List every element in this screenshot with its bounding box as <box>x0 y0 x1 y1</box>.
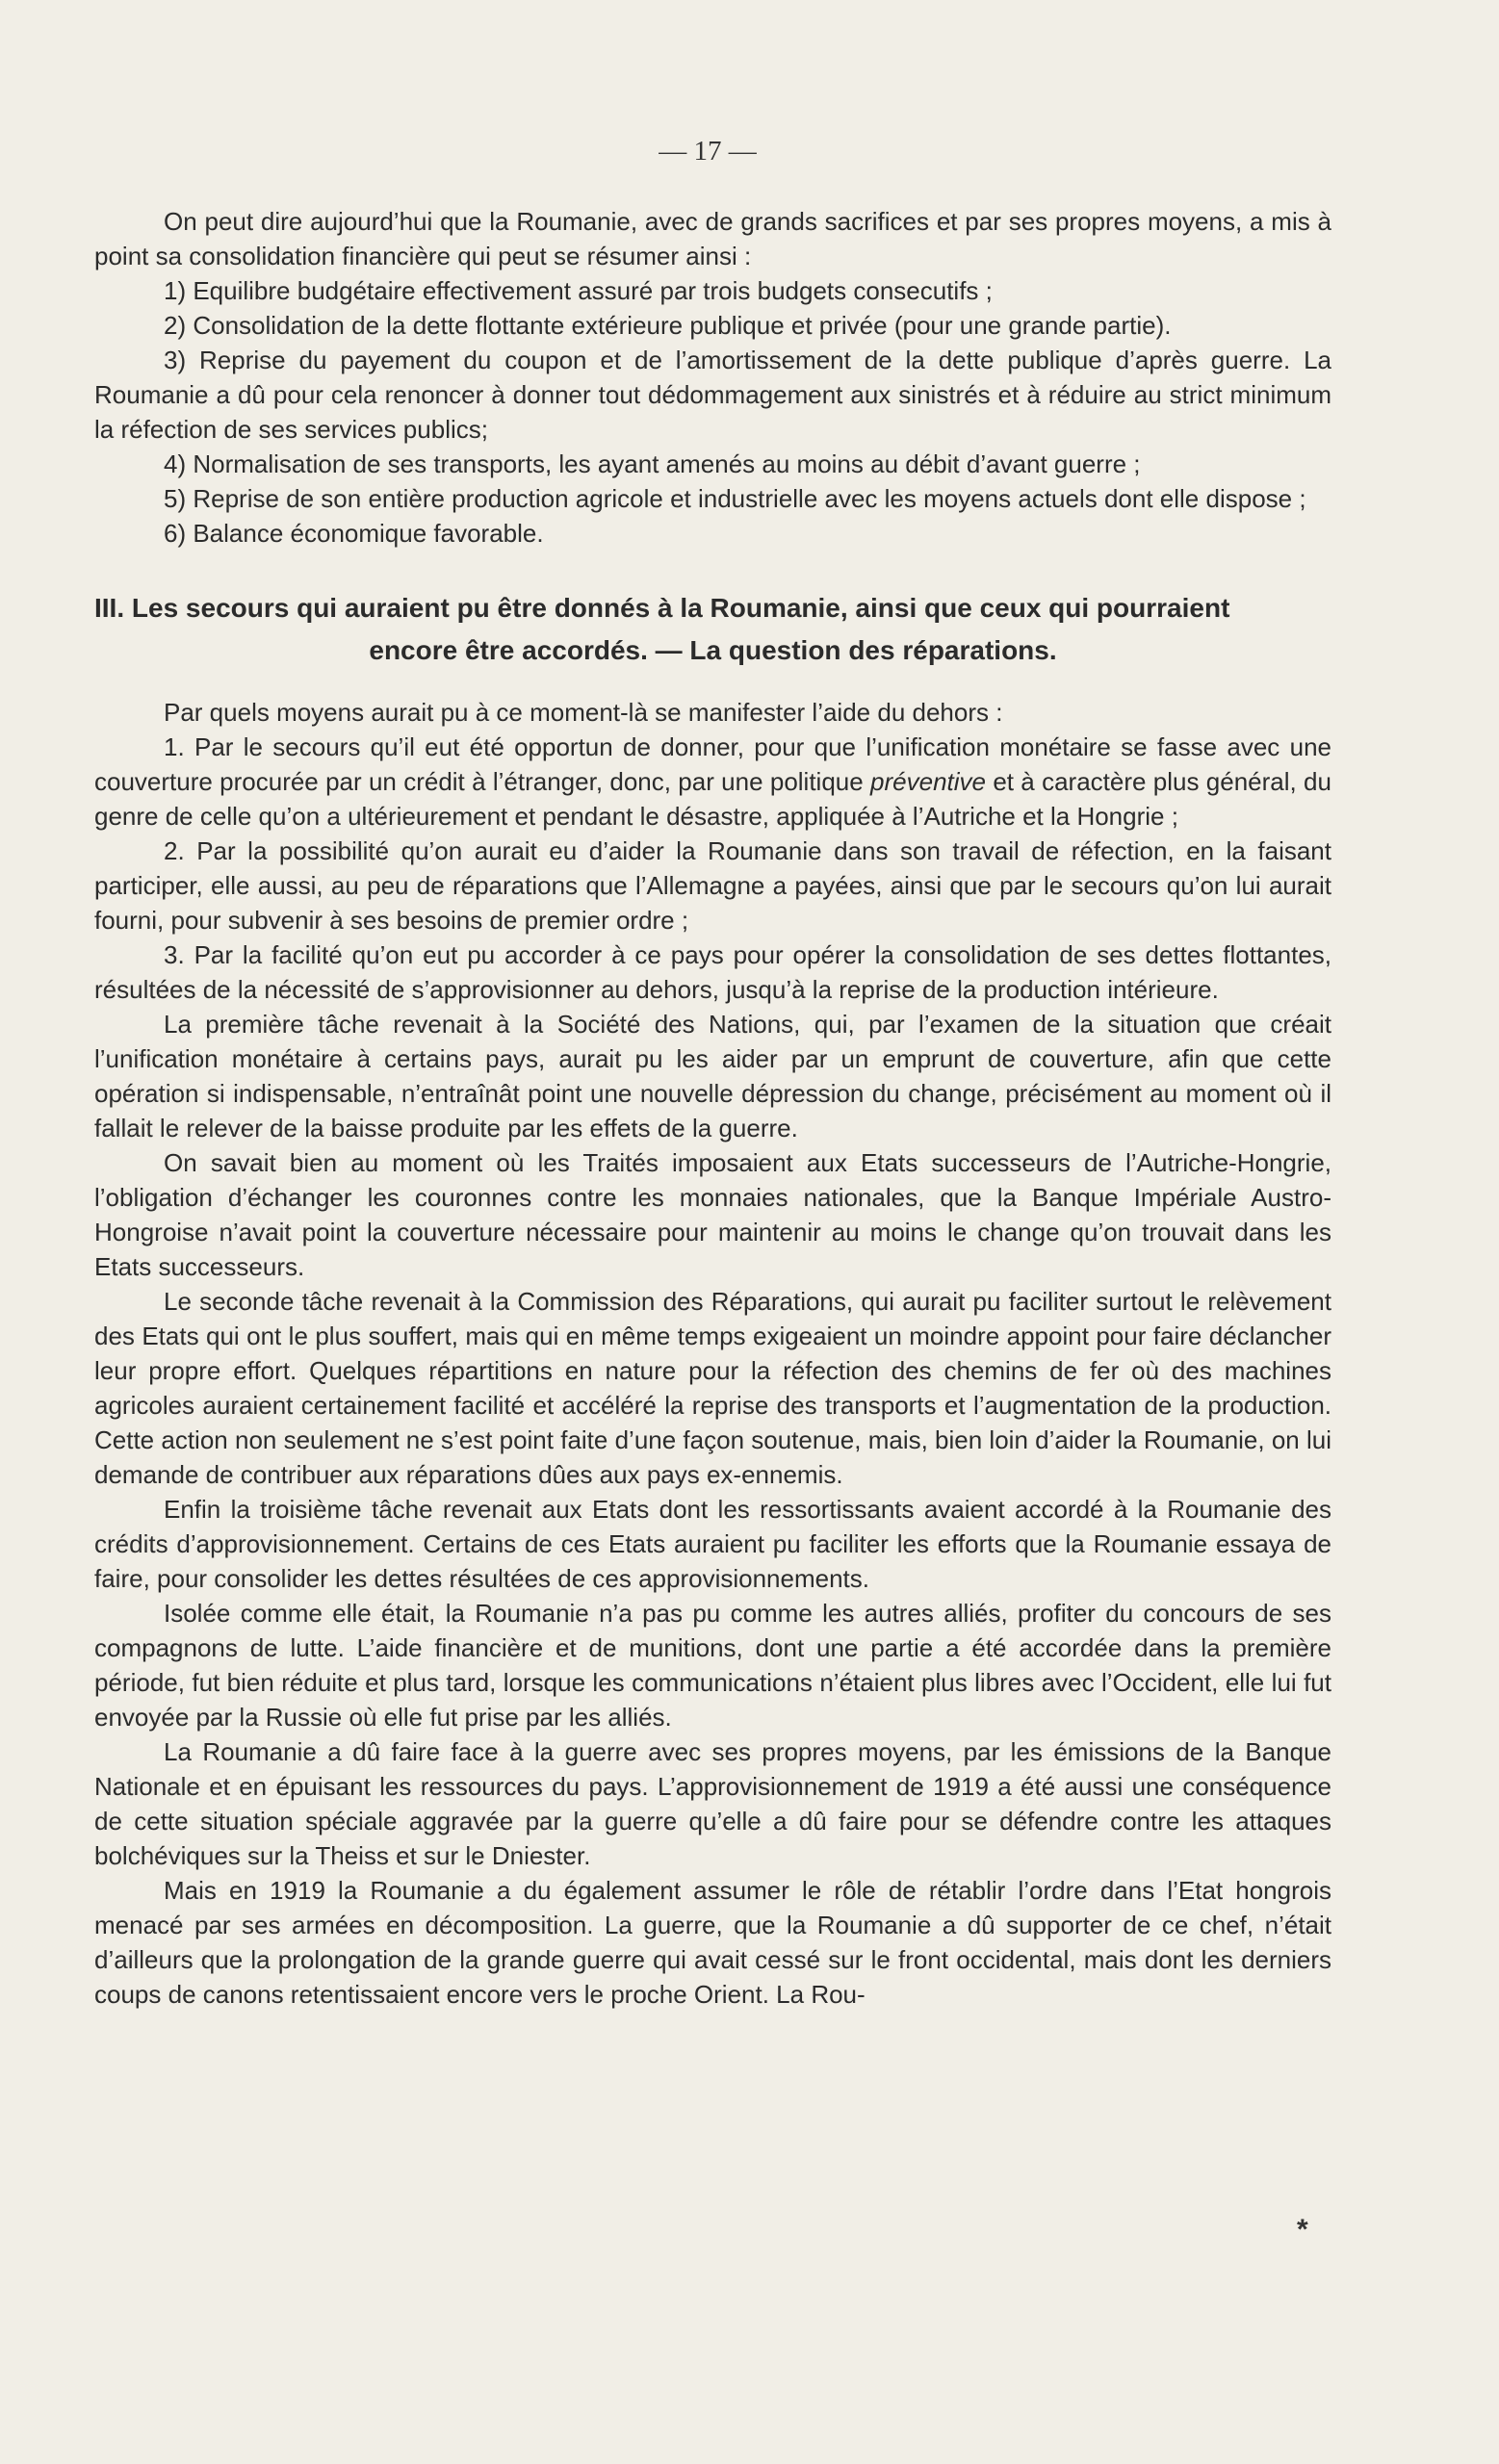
page-number: — 17 — <box>659 136 757 167</box>
paragraph: La Roumanie a dû faire face à la guerre avec ses propres moyens, par les émissions de la Banque Nationale et en épuisant les ressources du pays. L’approvisionnement de 1919 a été aussi une conséquence de cette situation spéciale aggravée par la guerre qu’elle a dû faire pour se défendre contre les attaques bolchéviques sur la Theiss et sur le Dniester. <box>94 1737 1331 1870</box>
point-1-emphasis: préventive <box>870 767 986 796</box>
paragraph: La première tâche revenait à la Société des Nations, qui, par l’examen de la situation que créait l’unification monétaire à certains pays, aurait pu les aider par un emprunt de couverture, afin que cette opération si indispensable, n’entraînât point une nouvelle dépression du change, précisément au moment où il fallait le relever de la baisse produite par les effets de la guerre. <box>94 1010 1331 1142</box>
question-paragraph: Par quels moyens aurait pu à ce moment-là se manifester l’aide du dehors : <box>164 698 1003 727</box>
paragraph: Enfin la troisième tâche revenait aux Etats dont les ressortissants avaient accordé à la Roumanie des crédits d’approvisionnement. Certains de ces Etats auraient pu faciliter les efforts que la Roumanie essaya de faire, pour consolider les dettes résultées de ces approvisionnements. <box>94 1495 1331 1593</box>
point-1-text-b: et à caractère plus général, du genre de celle qu’on a ultérieurement et pendant le désastre, appliquée à l’Autriche et la Hongrie ; <box>94 767 1331 831</box>
section-heading <box>94 587 1331 672</box>
section-heading-line-2: encore être accordés. — La question des réparations. <box>369 635 1057 665</box>
list-item: 3) Reprise du payement du coupon et de l’amortissement de la dette publique d’après guerre. La Roumanie a dû pour cela renoncer à donner tout dédommagement aux sinistrés et à réduire au strict minimum la réfection de ses services publics; <box>94 346 1331 444</box>
paragraph: Mais en 1919 la Roumanie a du également assumer le rôle de rétablir l’ordre dans l’Etat hongrois menacé par ses armées en décomposition. La guerre, que la Roumanie a dû supporter de ce chef, n’était d’ailleurs que la prolongation de la grande guerre qui avait cessé sur le front occidental, mais dont les derniers coups de canons retentissaient encore vers le proche Orient. La Rou- <box>94 1876 1331 2009</box>
point-1-text-a: 1. Par le secours qu’il eut été opportun de donner, pour que l’unification monétaire se fasse avec une couverture procurée par un crédit à l’étranger, donc, par une politique <box>94 732 1331 796</box>
intro-paragraph: On peut dire aujourd’hui que la Roumanie, avec de grands sacrifices et par ses propres moyens, a mis à point sa consolidation financière qui peut se résumer ainsi : <box>94 207 1331 270</box>
paragraph: On savait bien au moment où les Traités imposaient aux Etats successeurs de l’Autriche-Hongrie, l’obligation d’échanger les couronnes contre les monnaies nationales, que la Banque Impériale Austro-Hongroise n’avait point la couverture nécessaire pour maintenir au moins le change qu’on trouvait dans les Etats successeurs. <box>94 1148 1331 1281</box>
spacer <box>94 672 1331 695</box>
section-heading-line-1: III. Les secours qui auraient pu être donnés à la Roumanie, ainsi que ceux qui pourraient <box>94 593 1230 623</box>
point-1-paragraph <box>94 730 1331 834</box>
paragraph: Isolée comme elle était, la Roumanie n’a pas pu comme les autres alliés, profiter du concours de ses compagnons de lutte. L’aide financière et de munitions, dont une partie a été accordée dans la première période, fut bien réduite et plus tard, lorsque les communications n’étaient plus libres avec l’Occident, elle lui fut envoyée par la Russie où elle fut prise par les alliés. <box>94 1599 1331 1732</box>
list-item: 4) Normalisation de ses transports, les ayant amenés au moins au débit d’avant guerre ; <box>164 449 1141 478</box>
list-item: 6) Balance économique favorable. <box>164 519 544 548</box>
point-2-paragraph: 2. Par la possibilité qu’on aurait eu d’aider la Roumanie dans son travail de réfection, en la faisant participer, elle aussi, au peu de réparations que l’Allemagne a payées, ainsi que par le secours qu’on lui aurait fourni, pour subvenir à ses besoins de premier ordre ; <box>94 836 1331 935</box>
list-item: 1) Equilibre budgétaire effectivement assuré par trois budgets consecutifs ; <box>164 276 993 305</box>
footer-asterisk: * <box>1297 2214 1308 2246</box>
list-item: 2) Consolidation de la dette flottante extérieure publique et privée (pour une grande partie). <box>164 311 1172 340</box>
spacer <box>94 551 1331 587</box>
list-item: 5) Reprise de son entière production agricole et industrielle avec les moyens actuels dont elle dispose ; <box>164 484 1306 513</box>
body-text <box>94 204 1331 2012</box>
point-3-paragraph: 3. Par la facilité qu’on eut pu accorder à ce pays pour opérer la consolidation de ses dettes flottantes, résultées de la nécessité de s’approvisionner au dehors, jusqu’à la reprise de la production intérieure. <box>94 940 1331 1004</box>
paragraph: Le seconde tâche revenait à la Commission des Réparations, qui aurait pu faciliter surtout le relèvement des Etats qui ont le plus souffert, mais qui en même temps exigeaient un moindre appoint pour faire déclancher leur propre effort. Quelques répartitions en nature pour la réfection des chemins de fer où des machines agricoles auraient certainement facilité et accéléré la reprise des transports et l’augmentation de la production. Cette action non seulement ne s’est point faite d’une façon soutenue, mais, bien loin d’aider la Roumanie, on lui demande de contribuer aux réparations dûes aux pays ex-ennemis. <box>94 1287 1331 1489</box>
